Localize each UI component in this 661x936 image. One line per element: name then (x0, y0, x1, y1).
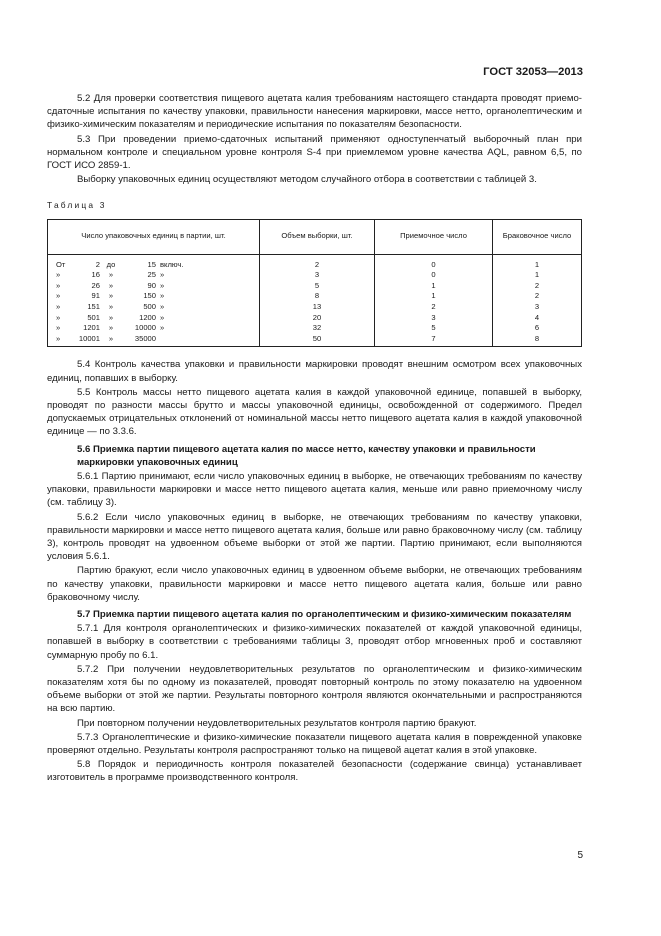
table-row (48, 302, 582, 313)
range-mid: » (108, 270, 114, 280)
paragraph-5-7-repeat: При повторном получении неудовлетворительных результатов контроля партию бракуют. (77, 717, 477, 729)
paragraph-5-5: 5.5 Контроль массы нетто пищевого ацетата калия в каждой упаковочной единице, попавшей в выборку, проводят по разности массы брутто и массы упаковочной единицы, освобожденной от содержимого. Предел допускаемых отрицательных отклонений от номинальной массы нетто пищевого ацетата калия в каждой упаковочной единице — по 3.3.6. (47, 386, 582, 438)
cell-rejection-number: 1 (493, 254, 582, 270)
table-row (48, 313, 582, 324)
document-body (47, 92, 582, 785)
range-suffix: » (160, 270, 165, 280)
sampling-table (47, 219, 582, 348)
paragraph-5-2: 5.2 Для проверки соответствия пищевого ацетата калия требованиям настоящего стандарта проводят приемо-сдаточные испытания по качеству упаковки, правильности нанесения маркировки, массе нетто, органолептическим и физико-химическим показателям и периодические испытания по показателям безопасности. (47, 93, 582, 131)
range-prefix: » (56, 291, 61, 301)
cell-rejection-number: 2 (493, 291, 582, 302)
range-prefix: От (56, 259, 66, 269)
table-row (48, 323, 582, 334)
range-mid: » (108, 302, 114, 311)
section-5-6-title: 5.6 Приемка партии пищевого ацетата калия по массе нетто, качеству упаковки и правильности маркировки упаковочных единиц (77, 443, 536, 468)
range-suffix: » (160, 291, 165, 301)
cell-lot-size (48, 323, 260, 334)
col-header-acceptance-number: Приемочное число (375, 219, 493, 254)
range-to: 500 (143, 302, 156, 311)
cell-rejection-number: 2 (493, 281, 582, 292)
cell-acceptance-number: 1 (375, 291, 493, 302)
cell-lot-size (48, 302, 260, 313)
range-from: 26 (91, 280, 100, 290)
cell-lot-size (48, 334, 260, 347)
cell-sample-size: 50 (260, 334, 375, 347)
page-number: 5 (577, 850, 583, 861)
range-prefix: » (56, 323, 61, 333)
range-from: 501 (87, 312, 100, 322)
table-row (48, 334, 582, 347)
cell-sample-size: 13 (260, 302, 375, 313)
cell-acceptance-number: 5 (375, 323, 493, 334)
range-mid: » (108, 323, 114, 333)
cell-lot-size (48, 270, 260, 281)
range-suffix: » (160, 302, 165, 311)
range-from: 1201 (83, 323, 100, 333)
col-header-rejection-number: Браковочное число (493, 219, 582, 254)
table-caption: Таблица 3 (47, 200, 107, 211)
paragraph-5-6-2: 5.6.2 Если число упаковочных единиц в выборке, не отвечающих требованиям по качеству упаковки, правильности маркировки и массе нетто пищевого ацетата калия, больше или равно браковочному числу (см. таблицу 3), контроль проводят на удвоенном объеме выборки от этой же партии. Партию принимают, если выполняются условия 5.6.1. (47, 511, 582, 563)
document-id: ГОСТ 32053—2013 (483, 66, 583, 78)
table-row (48, 291, 582, 302)
col-header-sample-size: Объем выборки, шт. (260, 219, 375, 254)
range-mid: » (108, 291, 114, 301)
range-prefix: » (56, 312, 61, 322)
cell-sample-size: 32 (260, 323, 375, 334)
paragraph-sampling: Выборку упаковочных единиц осуществляют методом случайного отбора в соответствии с таблицей 3. (77, 174, 537, 186)
range-from: 91 (91, 291, 100, 301)
paragraph-5-7-1: 5.7.1 Для контроля органолептических и физико-химических показателей от каждой упаковочной единицы, попавшей в выборку в соответствии с требованиями таблицы 3, проводят отбор мгновенных проб и составляют суммарную пробу по 6.1. (47, 623, 582, 661)
cell-acceptance-number: 1 (375, 281, 493, 292)
cell-acceptance-number: 7 (375, 334, 493, 347)
range-suffix: » (160, 323, 165, 333)
paragraph-5-6-reject: Партию бракуют, если число упаковочных единиц в удвоенном объеме выборки, не отвечающих требованиям по качеству упаковки, правильности маркировки и массе нетто пищевого ацетата калия, больше или равно браковочному числу. (47, 565, 582, 603)
range-prefix: » (56, 280, 61, 290)
section-5-7-title: 5.7 Приемка партии пищевого ацетата калия по органолептическим и физико-химическим показателям (77, 609, 572, 621)
range-to: 10000 (134, 323, 156, 333)
table-header-row (48, 219, 582, 254)
paragraph-5-4: 5.4 Контроль качества упаковки и правильности маркировки проводят внешним осмотром всех упаковочных единиц, попавших в выборку. (47, 359, 582, 384)
range-from: 2 (95, 259, 100, 269)
cell-lot-size (48, 254, 260, 270)
cell-acceptance-number: 0 (375, 254, 493, 270)
range-to: 90 (147, 280, 156, 290)
range-to: 15 (147, 259, 156, 269)
table-row (48, 254, 582, 270)
cell-acceptance-number: 3 (375, 313, 493, 324)
cell-lot-size (48, 313, 260, 324)
range-suffix: » (160, 280, 165, 290)
range-from: 16 (91, 270, 100, 280)
cell-sample-size: 3 (260, 270, 375, 281)
paragraph-5-6-1: 5.6.1 Партию принимают, если число упаковочных единиц в выборке, не отвечающих требованиям по качеству упаковки, правильности маркировки и массе нетто пищевого ацетата калия, меньше или равно приемочному числу (см. таблицу 3). (47, 471, 582, 509)
range-prefix: » (56, 270, 61, 280)
paragraph-5-3: 5.3 При проведении приемо-сдаточных испытаний применяют одноступенчатый выборочный план при нормальном контроле и специальном уровне контроля S-4 при приемлемом уровне качества AQL, равном 6,5, по ГОСТ ИСО 2859-1. (47, 133, 582, 172)
cell-rejection-number: 6 (493, 323, 582, 334)
cell-sample-size: 5 (260, 281, 375, 292)
cell-rejection-number: 8 (493, 334, 582, 347)
range-prefix: » (56, 302, 61, 311)
range-to: 25 (147, 270, 156, 280)
col-header-lot-size: Число упаковочных единиц в партии, шт. (48, 219, 260, 254)
range-from: 151 (87, 302, 100, 311)
range-mid: до (106, 259, 116, 269)
cell-sample-size: 2 (260, 254, 375, 270)
range-prefix: » (56, 333, 61, 343)
cell-sample-size: 20 (260, 313, 375, 324)
paragraph-5-7-2: 5.7.2 При получении неудовлетворительных результатов по органолептическим и физико-химическим показателям хотя бы по одному из показателей, проводят повторный контроль по этому показателю на удвоенном объеме выборки от этой же партии. Результаты повторного контроля являются окончательными и распространяются на всю партию. (47, 663, 582, 715)
cell-rejection-number: 1 (493, 270, 582, 281)
range-to: 35000 (134, 333, 156, 343)
cell-acceptance-number: 2 (375, 302, 493, 313)
cell-lot-size (48, 291, 260, 302)
paragraph-5-8: 5.8 Порядок и периодичность контроля показателей безопасности (содержание свинца) устанавливает изготовитель в программе производственного контроля. (47, 759, 582, 784)
cell-rejection-number: 3 (493, 302, 582, 313)
cell-lot-size (48, 281, 260, 292)
range-suffix: включ. (160, 259, 184, 269)
range-to: 1200 (139, 312, 156, 322)
range-mid: » (108, 312, 114, 322)
table-row (48, 281, 582, 292)
table-row (48, 270, 582, 281)
range-to: 150 (143, 291, 156, 301)
range-mid: » (108, 333, 114, 343)
range-from: 10001 (78, 333, 100, 343)
cell-acceptance-number: 0 (375, 270, 493, 281)
range-mid: » (108, 280, 114, 290)
cell-rejection-number: 4 (493, 313, 582, 324)
range-suffix: » (160, 312, 165, 322)
paragraph-5-7-3: 5.7.3 Органолептические и физико-химические показатели пищевого ацетата калия в поврежденной упаковке проверяют отдельно. Результаты контроля распространяют только на пищевой ацетат калия в этой упаковке. (47, 731, 582, 757)
cell-sample-size: 8 (260, 291, 375, 302)
